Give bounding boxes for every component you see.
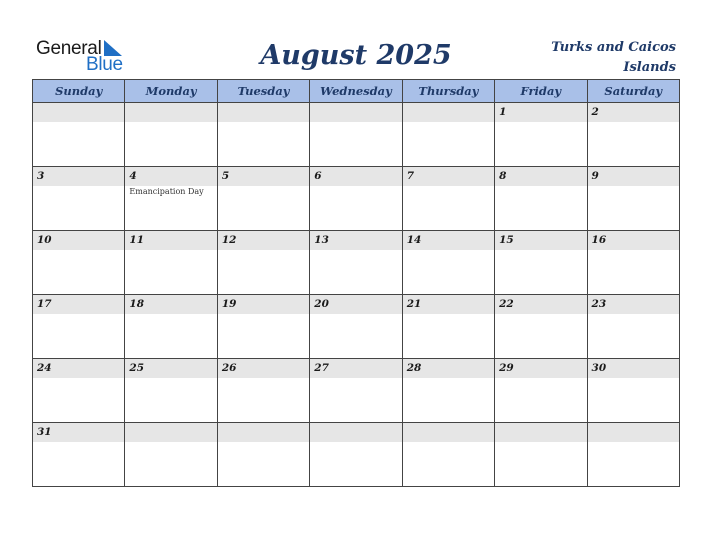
generalblue-logo	[36, 38, 136, 74]
week-row	[33, 359, 680, 423]
day-number: 2	[588, 103, 679, 122]
day-number: 19	[218, 295, 309, 314]
empty-day-cell	[217, 103, 309, 167]
empty-day-cell	[125, 423, 217, 487]
day-cell-13	[310, 231, 402, 295]
weekday-header-row	[33, 80, 680, 103]
day-number: 30	[588, 359, 679, 378]
day-number	[33, 103, 124, 122]
day-number	[588, 423, 679, 442]
logo-text-general: General	[36, 38, 102, 59]
day-number	[403, 423, 494, 442]
weekday-saturday: Saturday	[587, 80, 679, 103]
day-number: 25	[125, 359, 216, 378]
day-number	[218, 103, 309, 122]
day-cell-29	[495, 359, 587, 423]
day-cell-17	[33, 295, 125, 359]
day-cell-22	[495, 295, 587, 359]
day-number	[218, 423, 309, 442]
day-cell-12	[217, 231, 309, 295]
weekday-monday: Monday	[125, 80, 217, 103]
day-number: 9	[588, 167, 679, 186]
day-number: 31	[33, 423, 124, 442]
day-cell-24	[33, 359, 125, 423]
day-cell-27	[310, 359, 402, 423]
day-cell-20	[310, 295, 402, 359]
day-number: 8	[495, 167, 586, 186]
week-row	[33, 231, 680, 295]
weekday-thursday: Thursday	[402, 80, 494, 103]
day-cell-30	[587, 359, 679, 423]
week-row	[33, 295, 680, 359]
day-cell-15	[495, 231, 587, 295]
country-name	[526, 38, 676, 78]
week-row	[33, 167, 680, 231]
calendar-grid	[32, 79, 680, 487]
day-number: 12	[218, 231, 309, 250]
calendar-body	[33, 103, 680, 487]
day-cell-31	[33, 423, 125, 487]
day-number: 22	[495, 295, 586, 314]
day-cell-23	[587, 295, 679, 359]
empty-day-cell	[587, 423, 679, 487]
empty-day-cell	[402, 103, 494, 167]
day-cell-2	[587, 103, 679, 167]
day-number: 29	[495, 359, 586, 378]
weekday-sunday: Sunday	[33, 80, 125, 103]
country-name-line1: Turks and Caicos	[551, 40, 676, 55]
day-number: 3	[33, 167, 124, 186]
day-cell-18	[125, 295, 217, 359]
day-cell-19	[217, 295, 309, 359]
day-cell-11	[125, 231, 217, 295]
day-number	[495, 423, 586, 442]
empty-day-cell	[310, 423, 402, 487]
holiday-label: Emancipation Day	[129, 187, 204, 196]
day-number: 4	[125, 167, 216, 186]
day-cell-7	[402, 167, 494, 231]
day-cell-26	[217, 359, 309, 423]
day-cell-6	[310, 167, 402, 231]
empty-day-cell	[310, 103, 402, 167]
day-number: 16	[588, 231, 679, 250]
empty-day-cell	[33, 103, 125, 167]
day-number: 28	[403, 359, 494, 378]
weekday-friday: Friday	[495, 80, 587, 103]
calendar-title: August 2025	[260, 40, 452, 71]
day-number: 14	[403, 231, 494, 250]
day-cell-4	[125, 167, 217, 231]
day-number: 7	[403, 167, 494, 186]
week-row	[33, 423, 680, 487]
day-number: 23	[588, 295, 679, 314]
country-name-line2: Islands	[623, 60, 676, 75]
day-number: 21	[403, 295, 494, 314]
day-number: 6	[310, 167, 401, 186]
day-number: 26	[218, 359, 309, 378]
day-number: 20	[310, 295, 401, 314]
empty-day-cell	[217, 423, 309, 487]
day-number: 10	[33, 231, 124, 250]
day-cell-16	[587, 231, 679, 295]
day-number: 24	[33, 359, 124, 378]
day-cell-10	[33, 231, 125, 295]
day-number: 15	[495, 231, 586, 250]
day-number	[310, 103, 401, 122]
day-cell-21	[402, 295, 494, 359]
weekday-tuesday: Tuesday	[217, 80, 309, 103]
day-cell-28	[402, 359, 494, 423]
empty-day-cell	[495, 423, 587, 487]
day-number	[125, 103, 216, 122]
day-number: 17	[33, 295, 124, 314]
day-cell-25	[125, 359, 217, 423]
day-number: 27	[310, 359, 401, 378]
weekday-wednesday: Wednesday	[310, 80, 402, 103]
logo-text-blue: Blue	[86, 54, 123, 75]
day-cell-9	[587, 167, 679, 231]
day-cell-1	[495, 103, 587, 167]
week-row	[33, 103, 680, 167]
empty-day-cell	[125, 103, 217, 167]
day-number: 11	[125, 231, 216, 250]
day-cell-14	[402, 231, 494, 295]
day-cell-8	[495, 167, 587, 231]
day-number	[403, 103, 494, 122]
day-number: 18	[125, 295, 216, 314]
day-number	[125, 423, 216, 442]
day-number: 13	[310, 231, 401, 250]
day-number: 1	[495, 103, 586, 122]
day-number	[310, 423, 401, 442]
empty-day-cell	[402, 423, 494, 487]
day-cell-3	[33, 167, 125, 231]
day-cell-5	[217, 167, 309, 231]
day-number: 5	[218, 167, 309, 186]
